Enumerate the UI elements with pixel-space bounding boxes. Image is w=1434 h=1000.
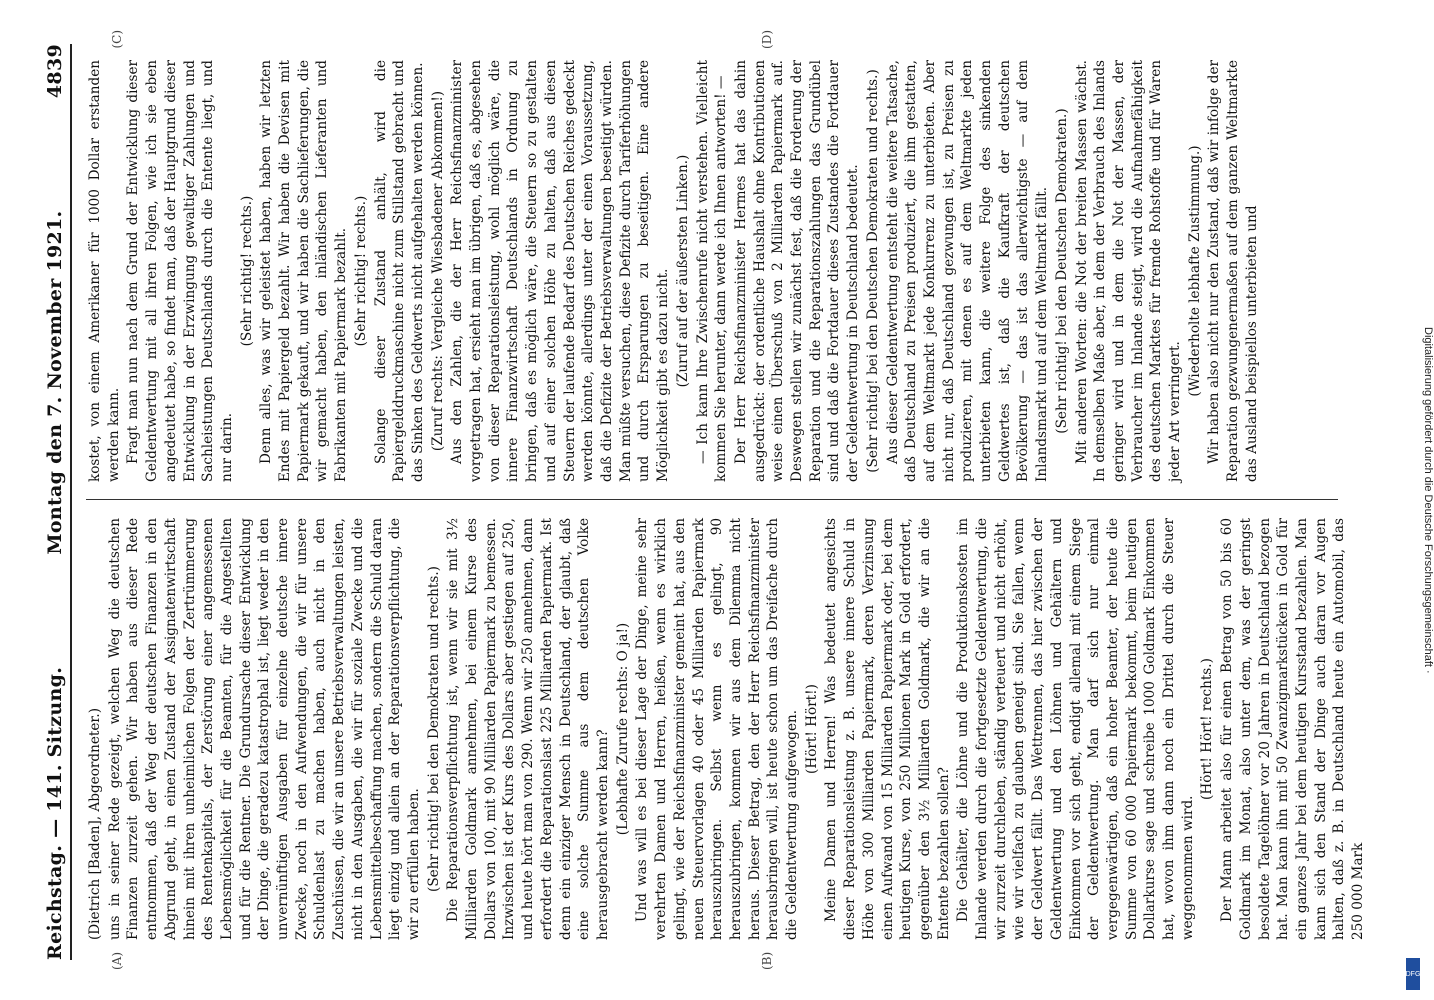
paragraph: Aus dieser Geldentwertung entsteht die weitere Tatsache, daß Deutschland zu Preisen produziert, die ihm gestatten, auf dem Weltmarkt jede Konkurrenz zu unterbieten. Aber nicht nur, daß Deutschland gezwungen ist, zu Preisen zu produzieren, mit denen es auf dem Weltmarkte jeden unterbieten kann, die weitere Folge des sinkenden Geldwertes ist, daß die Kaufkraft der deutschen Bevölkerung — das ist das allerwichtigste — auf dem Inlandsmarkt und auf dem Weltmarkt fällt. (884, 60, 1051, 482)
interjection: (Hört! Hört! rechts.) (1199, 658, 1216, 800)
paragraph: Der Mann arbeitet also für einen Betrag von 50 bis 60 Goldmark im Monat, also unter dem, was der geringst besoldete Tagelöhner vor 20 Jahren in Deutschland bezogen hat. Man kann ihn mit 50 Zwanzigmarkstücken in Gold für ein ganzes Jahr bei dem heutigen Kursstand bezahlen. Man kann sich den Stand der Dinge auch daran vor Augen halten, daß z. B. in Deutschland heute ein Automobil, das 250 000 Mark (1219, 518, 1367, 940)
paragraph: Meine Damen und Herren! Was bedeutet angesichts dieser Reparationsleistung z. B. unsere innere Schuld in Höhe von 300 Milliarden Papiermark, deren Verzinsung einen Aufwand von 15 Milliarden Papiermark oder, bei dem heutigen Kurse, von 250 Millionen Mark in Gold erfordert, gegenüber den 3½ Milliarden Goldmark, die wir an die Entente bezahlen sollen? (823, 518, 952, 940)
margin-marker-d: (D) (760, 30, 774, 49)
paragraph: (Dietrich [Baden], Abgeordneter.) (87, 707, 103, 940)
paragraph: Aus den Zahlen, die der Herr Reichsfinanzminister vorgetragen hat, ersieht man im übrigen, daß es, abgesehen von dieser Reparationsleistung, wohl möglich wäre, die innere Finanzwirtschaft Deutschlands in Ordnung zu bringen, daß es möglich wäre, die Steuern so zu gestalten und auf einer solchen Höhe zu halten, daß aus diesen Steuern der laufende Bedarf des Deutschen Reiches gedeckt werden könnte, allerdings unter der einen Voraussetzung, daß die Defizite der Betriebsverwaltungen beseitigt würden. Man müßte versuchen, diese Defizite durch Tariferhöhungen und durch Ersparungen zu beseitigen. Eine andere Möglichkeit gibt es dazu nicht. (449, 60, 672, 482)
interjection: (Zuruf rechts: Vergleiche Wiesbadener Abkommen!) (429, 90, 446, 452)
paragraph: Die Reparationsverpflichtung ist, wenn wir sie mit 3½ Milliarden Goldmark annehmen, bei einem Kurse des Dollars von 100, mit 90 Milliarden Papiermark zu bemessen. Inzwischen ist der Kurs des Dollars aber gestiegen auf 250, und heute hört man von 290. Wenn wir 250 annehmen, dann erfordert die Reparationslast 225 Milliarden Papiermark. Ist denn ein einziger Mensch in Deutschland, der glaubt, daß eine solche Summe aus dem deutschen Volke herausgebracht werden kann? (445, 518, 611, 940)
margin-marker-b: (B) (760, 951, 774, 970)
paragraph: Solange dieser Zustand anhält, wird die Papiergelddruckmaschine nicht zum Stillstand gebracht und das Sinken des Geldwerts nicht aufgehalten werden können. (372, 60, 426, 482)
interjection: (Sehr richtig! bei den Deutschen Demokraten und rechts.) (864, 69, 881, 473)
paragraph: Wir haben also nicht nur den Zustand, daß wir infolge der Reparation gezwungenermaßen auf dem ganzen Weltmarkte das Ausland beispiellos unterbieten und (1206, 60, 1260, 482)
paragraph: Mit anderen Worten: die Not der breiten Massen wächst. In demselben Maße aber, in dem der Verbrauch des Inlands geringer wird und in dem die Not der Massen, der Verbraucher im Inlande steigt, wird die Aufnahmefähigkeit des deutschen Marktes für fremde Rohstoffe und für Waren jeder Art verringert. (1073, 60, 1184, 482)
right-column (86, 60, 1338, 482)
paragraph: kostet, von einem Amerikaner für 1000 Dollar erstanden werden kann. (87, 60, 122, 482)
margin-marker-a: (A) (110, 951, 124, 970)
paragraph: — Ich kann Ihre Zwischenrufe nicht verstehen. Vielleicht kommen Sie herunter, dann werde ich Ihnen antworten! — (694, 60, 730, 482)
interjection: (Sehr richtig! rechts.) (238, 195, 255, 347)
interjection: (Wiederholte lebhafte Zustimmung.) (1186, 145, 1203, 397)
paragraph: Fragt man nun nach dem Grund der Entwicklung dieser Geldentwertung mit all ihren Folgen, wie ich sie eben angedeutet habe, so findet man, daß der Hauptgrund dieser Entwicklung in der Erzwingung gewaltiger Zahlungen und Sachleistungen Deutschlands durch die Entente liegt, und nur darin. (125, 60, 235, 482)
interjection: (Sehr richtig! bei den Demokraten und rechts.) (425, 566, 442, 892)
page-number: 4839 (44, 44, 66, 99)
interjection: (Lebhafte Zurufe rechts: O ja!) (614, 622, 631, 836)
interjection: (Hört! Hört!) (803, 684, 820, 774)
paragraph: Denn alles, was wir geleistet haben, haben wir letzten Endes mit Papiergeld bezahlt. Wir haben die Devisen mit Papiermark gekauft, und wir haben die Sachlieferungen, die wir gemacht haben, den inländischen Lieferanten und Fabrikanten mit Papiermark bezahlt. (258, 60, 350, 482)
interjection: (Zuruf auf der äußersten Linken.) (674, 154, 691, 388)
paragraph: Der Herr Reichsfinanzminister Hermes hat das dahin ausgedrückt: der ordentliche Haushalt ohne Kontributionen weise einen Überschuß von 2 Milliarden Papiermark auf. Deswegen stellen wir zunächst fest, daß die Forderung der Reparation und die Reparationszahlungen das Grundübel sind und daß die Fortdauer dieses Zustandes die Fortdauer der Geldentwertung in Deutschland bedeutet. (732, 60, 862, 482)
paragraph: Und was will es bei dieser Lage der Dinge, meine sehr verehrten Damen und Herren, heißen, wenn es wirklich gelingt, wie der Reichsfinanzminister gemeint hat, aus den neuen Steuervorlagen 40 oder 45 Milliarden Papiermark herauszubringen. Selbst wenn es gelingt, 90 herauszubringen, kommen wir aus dem Dilemma nicht heraus. Dieser Betrag, den der Herr Reichsfinanzminister herausbringen will, ist heute schon um das Dreifache durch die Geldentwertung aufgewogen. (634, 518, 801, 940)
interjection: (Sehr richtig! bei den Deutschen Demokraten.) (1053, 108, 1070, 434)
left-column (86, 518, 1367, 940)
paragraph: Die Gehälter, die Löhne und die Produktionskosten im Inlande werden durch die fortgesetzte Geldentwertung, die wir zurzeit durchleben, ständig verteuert und nicht erhöht, wie wir vielfach zu glauben geneigt sind. Sie fallen, wenn der Geldwert fällt. Das Wettrennen, das hier zwischen der Geldentwertung und den Löhnen und Gehältern und Einkommen vor sich geht, endigt allemal mit einem Siege der Geldentwertung. Man darf sich nur einmal vergegenwärtigen, daß ein hoher Beamter, der heute die Summe von 60 000 Papiermark bekommt, beim heutigen Dollarkurse sage und schreibe 1000 Goldmark Einkommen hat, wovon ihm dann noch ein Drittel durch die Steuer weggenommen wird. (955, 518, 1196, 940)
interjection: (Sehr richtig! rechts.) (352, 195, 369, 347)
paragraph: uns in seiner Rede gezeigt, welchen Weg die deutschen Finanzen zurzeit gehen. Wir haben aus dieser Rede entnommen, daß der Weg der deutschen Finanzen in den Abgrund geht, in einen Zustand der Assignatenwirtschaft hinein mit ihren unheimlichen Folgen der Zertrümmerung des Rentenkapitals, der Zerstörung einer angemessenen Lebensmöglichkeit für die Beamten, für die Angestellten und für die Rentner. Die Grundursache dieser Entwicklung der Dinge, die geradezu katastrophal ist, liegt weder in den unvernünftigen Ausgaben für einzelne deutsche innere Zwecke, noch in den Aufwendungen, die wir für unsere Schuldenlast zu machen haben, auch nicht in den Zuschüssen, die wir an unsere Betriebsverwaltungen leisten, nicht in den Ausgaben, die wir für soziale Zwecke und die Lebensmittelbeschaffung machen, sondern die Schuld daran liegt einzig und allein an der Reparationsverpflichtung, die wir zu erfüllen haben. (106, 518, 422, 940)
margin-marker-c: (C) (110, 30, 124, 49)
page-header (40, 44, 72, 960)
header-date: Montag den 7. November 1921. (44, 210, 66, 555)
digitization-credit: Digitalisierung gefördert durch die Deutsche Forschungsgemeinschaft · (1422, 326, 1434, 674)
text-columns (86, 60, 1367, 940)
dfg-logo: DFG (1406, 958, 1420, 990)
header-left: Reichstag. — 141. Sitzung. (44, 666, 66, 960)
